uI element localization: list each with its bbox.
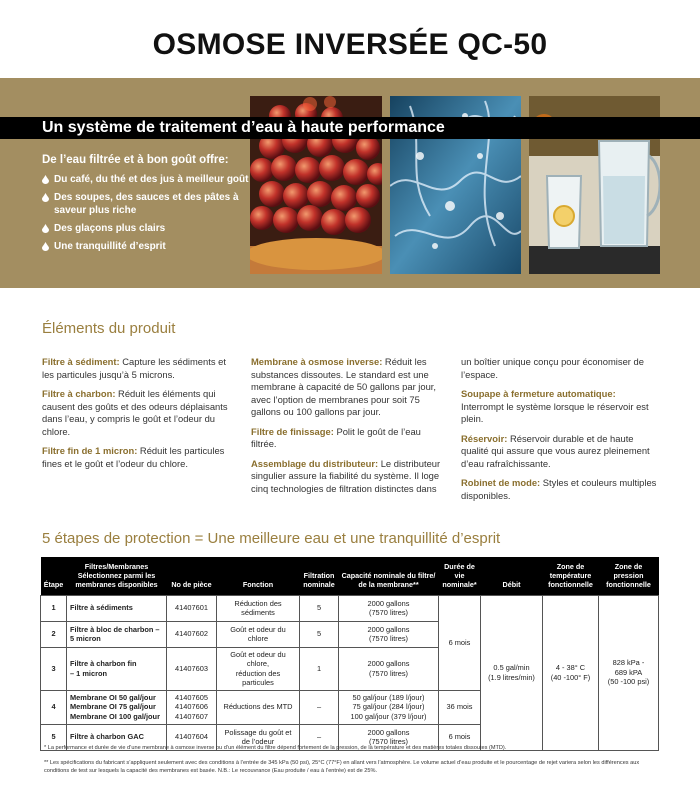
element-item: Réservoir: Réservoir durable et de haute qualité qui assure que vous aurez pleinement d’eau rafraîchissante. — [461, 432, 650, 469]
element-item: Filtre à sédiment: Capture les sédiments et les particules jusqu’à 5 microns. — [42, 356, 226, 380]
table-row: 3 Filtre à charbon fin – 1 micron 41407603 Goût et odeur du chlore, réduction des particules 1 2000 gallons (7570 litres) — [41, 647, 659, 690]
table-row: 4 Membrane OI 50 gal/jour Membrane OI 75 gal/jour Membrane OI 100 gal/jour 41407605 41407606 41407607 Réductions des MTD – 50 gal/jour (189 l/jour) 75 gal/jour (284 l/jour) 100 gal/jour (379 l/jour) 36 mois — [41, 690, 659, 724]
element-item: Assemblage du distributeur: Le distributeur singulier assure la fiabilité du système. Il loge cinq technologies de filtration distinctes dans — [251, 457, 441, 494]
temperature-cell: 4 - 38° C (40 -100° F) — [543, 595, 599, 750]
page-title: OSMOSE INVERSÉE QC-50 — [152, 28, 548, 61]
water-drop-icon — [42, 193, 49, 206]
water-drop-icon — [42, 224, 49, 237]
offers-list — [42, 173, 252, 258]
offer-item: Du café, du thé et des jus à meilleur goût — [42, 173, 252, 186]
elements-heading: Éléments du produit — [42, 320, 176, 337]
elements-column-1 — [42, 356, 238, 477]
table-header: Durée de vie nominale* — [439, 557, 481, 595]
flow-cell: 0.5 gal/min (1.9 litres/min) — [481, 595, 543, 750]
water-drop-icon — [42, 242, 49, 255]
tagline: Un système de traitement d’eau à haute performance — [42, 119, 445, 136]
table-header: Débit — [481, 557, 543, 595]
table-header: Zone de température fonctionnelle — [543, 557, 599, 595]
life-cell: 6 mois — [439, 724, 481, 750]
table-header: Zone de pression fonctionnelle — [599, 557, 659, 595]
element-item: Membrane à osmose inverse: Réduit les substances dissoutes. Le standard est une membrane à capacité de 50 gallons par jour, avec l’option de membranes pour soit 75 gallons ou 100 gallons par jour. — [251, 356, 437, 417]
element-item: Soupape à fermeture automatique: Interrompt le système lorsque le réservoir est plein. — [461, 388, 649, 424]
element-item: Filtre de finissage: Polit le goût de l’eau filtrée. — [251, 425, 421, 449]
table-row: 1 Filtre à sédiments 41407601 Réduction des sédiments 5 2000 gallons (7570 litres) 6 mois 0.5 gal/min (1.9 litres/min) 4 - 38° C (40 -100° F) 828 kPa - 689 kPA (50 -100 psi) — [41, 595, 659, 621]
table-header: Étape — [41, 557, 67, 595]
table-header: Filtration nominale — [300, 557, 339, 595]
element-item: Filtre à charbon: Réduit les éléments qui causent des goûts et des odeurs déplaisants dans l’eau, y compris le goût et l’odeur du chlore. — [42, 388, 228, 437]
pressure-cell: 828 kPa - 689 kPA (50 -100 psi) — [599, 595, 659, 750]
life-cell: 36 mois — [439, 690, 481, 724]
table-header: Capacité nominale du filtre/ de la membrane** — [339, 557, 439, 595]
elements-column-3 — [461, 356, 661, 509]
elements-column-2 — [251, 356, 446, 502]
offer-item: Des soupes, des sauces et des pâtes à saveur plus riche — [42, 191, 252, 217]
table-header: Filtres/Membranes Sélectionnez parmi les membranes disponibles — [67, 557, 167, 595]
steps-table — [40, 557, 659, 751]
table-header: Fonction — [217, 557, 300, 595]
offer-item: Une tranquillité d’esprit — [42, 240, 252, 253]
element-item: Filtre fin de 1 micron: Réduit les particules fines et le goût et l’odeur du chlore. — [42, 445, 225, 469]
table-header-row — [41, 557, 659, 595]
water-drop-icon — [42, 175, 49, 188]
footnote-2: ** Les spécifications du fabricant s’appliquent seulement avec des conditions à l’entrée de 345 kPa (50 psi), 25°C (77°F) en allant vers l’atmosphère. Le volume actuel d’eau produite et le pourcentage de rejet variera selon les différences aux conditions de test sur lesquels la capacité des membranes est basée. N.B.: Le recouvrance (Eau produite / eau à l’entrée) est de 25%. — [44, 760, 640, 774]
element-item: un boîtier unique conçu pour économiser de l’espace. — [461, 356, 644, 380]
footnote-1: * La performance et durée de vie d’une membrane à osmose inverse ou d’un élément du filtre dépend fortement de la pression, de la température et des matières totales dissoutes (MTD). — [44, 745, 507, 751]
table-row: 2 Filtre à bloc de charbon – 5 micron 41407602 Goût et odeur du chlore 5 2000 gallons (7570 litres) — [41, 621, 659, 647]
offer-item: Des glaçons plus clairs — [42, 222, 252, 235]
table-header: No de pièce — [167, 557, 217, 595]
offers-heading: De l’eau filtrée et à bon goût offre: — [42, 154, 229, 166]
steps-heading: 5 étapes de protection = Une meilleure eau et une tranquillité d’esprit — [42, 530, 501, 547]
life-cell: 6 mois — [439, 595, 481, 690]
element-item: Robinet de mode: Styles et couleurs multiples disponibles. — [461, 477, 657, 501]
table-row: 5 Filtre à charbon GAC 41407604 Polissage du goût et de l’odeur – 2000 gallons (7570 litres) 6 mois — [41, 724, 659, 750]
